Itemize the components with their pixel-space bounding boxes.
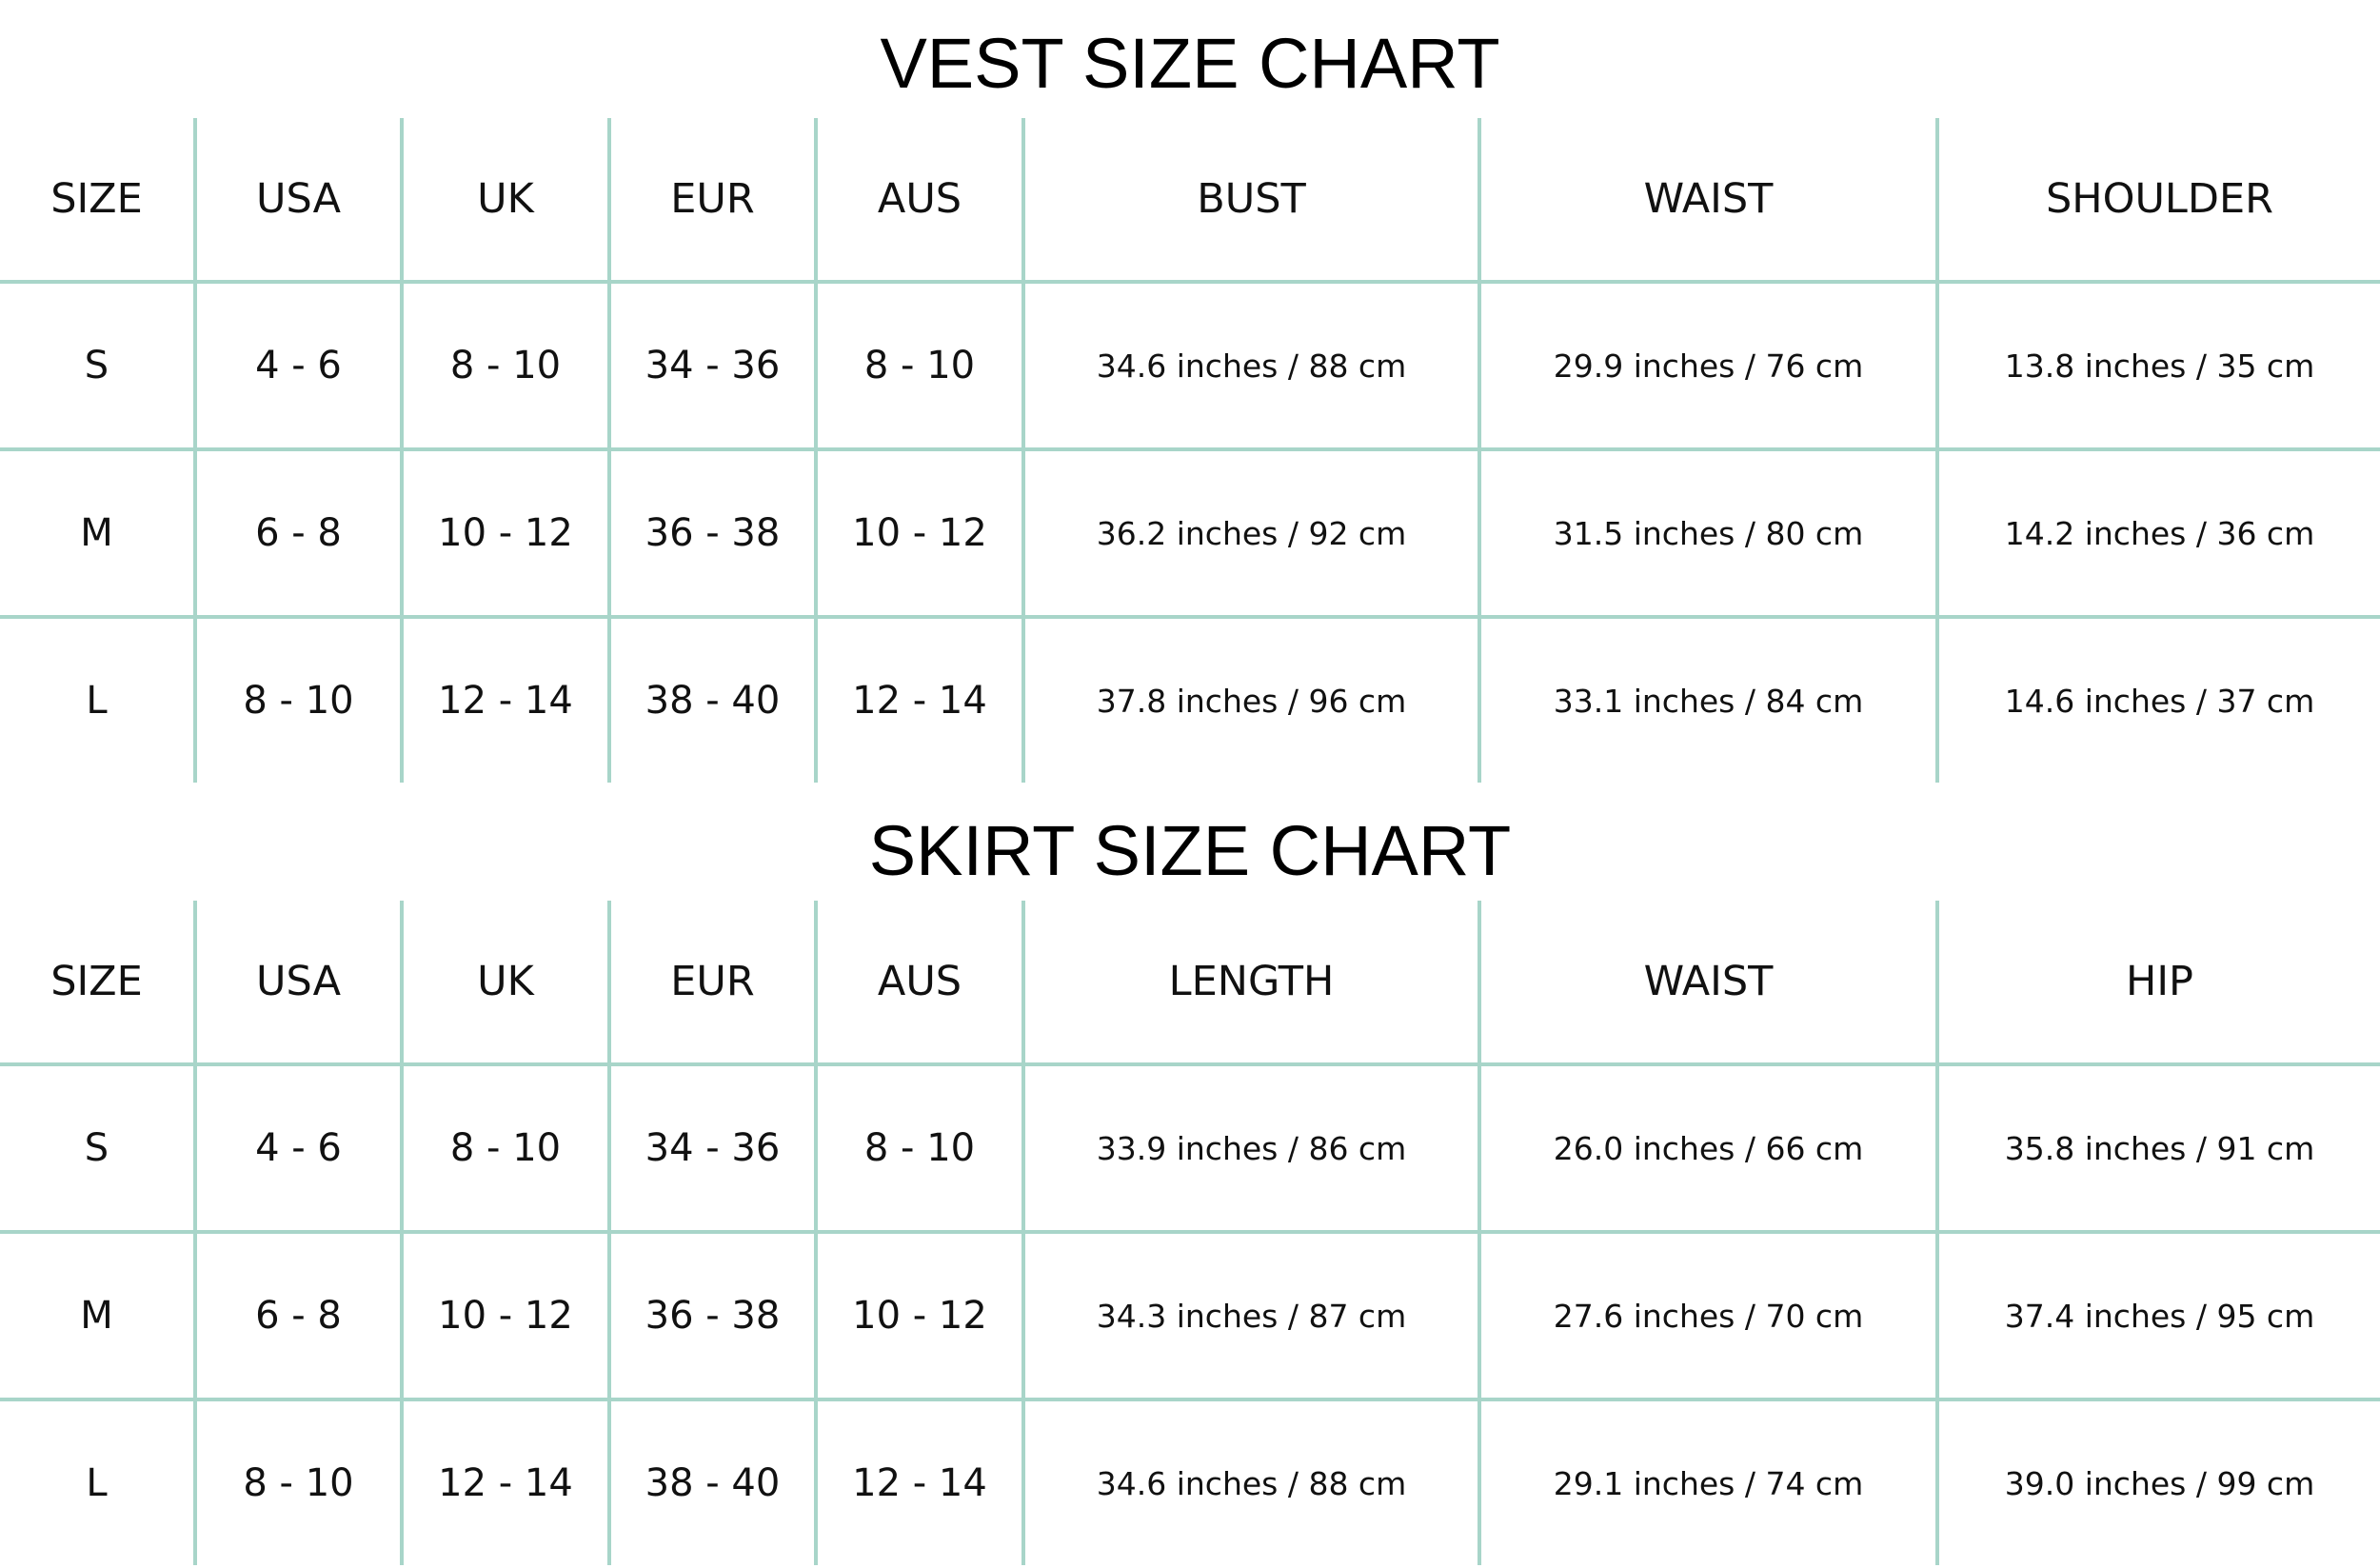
vest-header-eur: EUR	[609, 118, 816, 282]
vest-header-usa: USA	[195, 118, 402, 282]
vest-cell-uk: 8 - 10	[402, 282, 609, 449]
skirt-cell-aus: 10 - 12	[816, 1232, 1023, 1399]
skirt-header-usa: USA	[195, 901, 402, 1064]
vest-cell-shoulder: 14.2 inches / 36 cm	[1937, 449, 2380, 617]
skirt-cell-usa: 8 - 10	[195, 1399, 402, 1565]
skirt-row-s	[0, 1064, 2380, 1232]
skirt-cell-eur: 34 - 36	[609, 1064, 816, 1232]
vest-header-waist: WAIST	[1479, 118, 1937, 282]
skirt-header-aus: AUS	[816, 901, 1023, 1064]
vest-cell-shoulder: 13.8 inches / 35 cm	[1937, 282, 2380, 449]
skirt-cell-size: M	[0, 1232, 195, 1399]
skirt-cell-length: 33.9 inches / 86 cm	[1023, 1064, 1479, 1232]
skirt-cell-aus: 8 - 10	[816, 1064, 1023, 1232]
skirt-cell-uk: 10 - 12	[402, 1232, 609, 1399]
vest-row-m	[0, 449, 2380, 617]
vest-cell-eur: 34 - 36	[609, 282, 816, 449]
skirt-cell-size: L	[86, 1461, 108, 1505]
skirt-header-eur: EUR	[609, 901, 816, 1064]
vest-header-uk: UK	[402, 118, 609, 282]
vest-chart-title: VEST SIZE CHART	[880, 24, 1500, 103]
vest-row-s	[0, 282, 2380, 449]
vest-cell-usa: 8 - 10	[195, 617, 402, 783]
skirt-header-uk: UK	[402, 901, 609, 1064]
skirt-cell-hip: 37.4 inches / 95 cm	[1937, 1232, 2380, 1399]
vest-cell-waist: 31.5 inches / 80 cm	[1479, 449, 1937, 617]
vest-row-l	[0, 617, 2380, 783]
vest-cell-eur: 36 - 38	[609, 449, 816, 617]
skirt-cell-hip: 35.8 inches / 91 cm	[1937, 1064, 2380, 1232]
skirt-cell-eur: 38 - 40	[609, 1399, 816, 1565]
skirt-size-table	[0, 901, 2380, 1565]
vest-cell-bust: 34.6 inches / 88 cm	[1023, 282, 1479, 449]
vest-cell-usa: 6 - 8	[195, 449, 402, 617]
vest-cell-uk: 12 - 14	[402, 617, 609, 783]
vest-cell-size: M	[0, 449, 195, 617]
skirt-cell-length: 34.6 inches / 88 cm	[1023, 1399, 1479, 1565]
vest-header-size: SIZE	[0, 118, 195, 282]
skirt-cell-usa: 4 - 6	[195, 1064, 402, 1232]
skirt-header-length: LENGTH	[1023, 901, 1479, 1064]
vest-header-row	[0, 118, 2380, 282]
skirt-header-size: SIZE	[0, 901, 195, 1064]
skirt-cell-hip: 39.0 inches / 99 cm	[1937, 1399, 2380, 1565]
vest-header-shoulder: SHOULDER	[1937, 118, 2380, 282]
skirt-header-hip: HIP	[1937, 901, 2380, 1064]
vest-cell-usa: 4 - 6	[195, 282, 402, 449]
vest-cell-uk: 10 - 12	[402, 449, 609, 617]
vest-cell-aus: 8 - 10	[816, 282, 1023, 449]
vest-cell-waist: 29.9 inches / 76 cm	[1479, 282, 1937, 449]
vest-cell-size: L	[86, 679, 108, 723]
vest-cell-shoulder: 14.6 inches / 37 cm	[1937, 617, 2380, 783]
skirt-cell-aus: 12 - 14	[816, 1399, 1023, 1565]
vest-cell-aus: 10 - 12	[816, 449, 1023, 617]
skirt-cell-length: 34.3 inches / 87 cm	[1023, 1232, 1479, 1399]
skirt-cell-uk: 12 - 14	[402, 1399, 609, 1565]
vest-cell-bust: 37.8 inches / 96 cm	[1023, 617, 1479, 783]
vest-cell-waist: 33.1 inches / 84 cm	[1479, 617, 1937, 783]
skirt-chart-title: SKIRT SIZE CHART	[868, 811, 1512, 890]
skirt-cell-usa: 6 - 8	[195, 1232, 402, 1399]
vest-cell-bust: 36.2 inches / 92 cm	[1023, 449, 1479, 617]
skirt-row-l	[0, 1399, 2380, 1565]
skirt-header-row	[0, 901, 2380, 1064]
skirt-row-m	[0, 1232, 2380, 1399]
vest-header-aus: AUS	[816, 118, 1023, 282]
vest-cell-eur: 38 - 40	[609, 617, 816, 783]
skirt-cell-waist: 26.0 inches / 66 cm	[1479, 1064, 1937, 1232]
vest-cell-size: S	[0, 282, 195, 449]
vest-size-table	[0, 118, 2380, 783]
skirt-cell-waist: 27.6 inches / 70 cm	[1479, 1232, 1937, 1399]
vest-cell-aus: 12 - 14	[816, 617, 1023, 783]
skirt-cell-size: S	[0, 1064, 195, 1232]
skirt-cell-waist: 29.1 inches / 74 cm	[1479, 1399, 1937, 1565]
vest-header-bust: BUST	[1023, 118, 1479, 282]
skirt-cell-eur: 36 - 38	[609, 1232, 816, 1399]
skirt-header-waist: WAIST	[1479, 901, 1937, 1064]
skirt-cell-uk: 8 - 10	[402, 1064, 609, 1232]
